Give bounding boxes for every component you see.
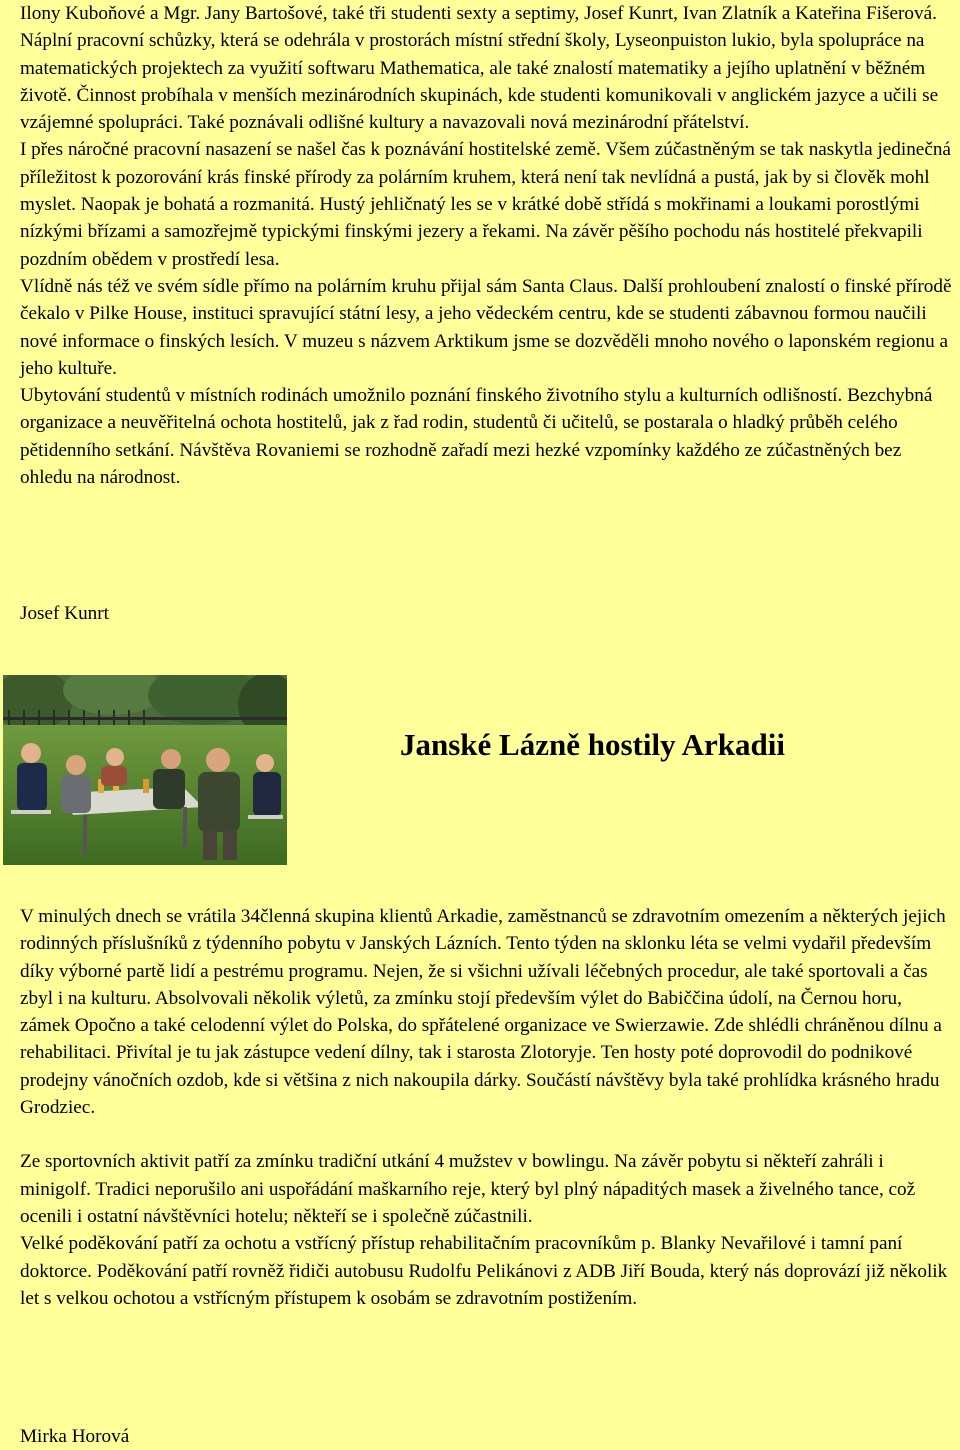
group-photo-image [3, 675, 287, 865]
paragraph-gap [20, 1121, 956, 1148]
article-2-paragraph: Velké poděkování patří za ochotu a vstřícný přístup rehabilitačním pracovníkům p. Blanky Nevařilové i tamní paní doktorce. Poděkování patří rovněž řidiči autobusu Rudolfu Pelikánovi z ADB Jiří Bouda, který nás doprovází již několik let s velkou ochotou a vstřícným přístupem k osobám se zdravotním postižením. [20, 1233, 948, 1309]
article-2-paragraph: V minulých dnech se vrátila 34členná skupina klientů Arkadie, zaměstnanců se zdravotním omezením a některých jejich rodinných příslušníků z týdenního pobytu v Janských Lázních. Tento týden na sklonku léta se velmi vydařil především díky výborné partě lidí a pestrému programu. Nejen, že si všichni užívali léčebných procedur, ale také sportovali a čas zbyl i na kulturu. Absolvovali několik výletů, za zmínku stojí především výlet do Babiččina údolí, na Černou horu, zámek Opočno a také celodenní výlet do Polska, do spřátelené organizace ve Swierzawie. Zde shlédli chráněnou dílnu a rehabilitaci. Přivítal je tu jak zástupce vedení dílny, tak i starosta Zlotoryje. Ten hosty poté doprovodil do podnikové prodejny vánočních ozdob, kde si většina z nich nakoupila dárky. Součástí návštěvy byla také prohlídka krásného hradu Grodziec. [20, 906, 946, 1119]
article-1-paragraph: Náplní pracovní schůzky, která se odehrála v prostorách místní střední školy, Lyseonpuiston lukio, byla spolupráce na matematických projektech za využití softwaru Mathematica, ale také znalostí matematiky a jejího uplatnění v běžném životě. Činnost probíhala v menších mezinárodních skupinách, kde studenti komunikovali v anglickém jazyce a učili se vzájemné spolupráci. Také poznávali odlišné kultury a navazovali nová mezinárodní přátelství. [20, 30, 939, 134]
article-2-body [20, 903, 956, 1312]
group-photo [3, 675, 287, 865]
article-2-author: Mirka Horová [20, 1426, 130, 1447]
article-1-body [20, 0, 956, 491]
article-2-headline: Janské Lázně hostily Arkadii [400, 727, 785, 762]
article-1-lead: Ilony Kuboňové a Mgr. Jany Bartošové, také tři studenti sexty a septimy, Josef Kunrt, Ivan Zlatník a Kateřina Fišerová. [20, 3, 937, 24]
article-1-paragraph: I přes náročné pracovní nasazení se našel čas k poznávání hostitelské země. Všem zúčastněným se tak naskytla jedinečná příležitost k pozorování krás finské přírody za polárním kruhem, která není tak nevlídná a pustá, jak by si člověk mohl myslet. Naopak je bohatá a rozmanitá. Hustý jehličnatý les se v krátké době střídá s mokřinami a loukami porostlými nízkými břízami a samozřejmě typickými finskými jezery a řekami. Na závěr pěšího pochodu nás hostitelé překvapili pozdním obědem v prostředí lesa. [20, 139, 951, 270]
article-1-paragraph: Ubytování studentů v místních rodinách umožnilo poznání finského životního stylu a kulturních odlišností. Bezchybná organizace a neuvěřitelná ochota hostitelů, jak z řad rodin, studentů či učitelů, se postarala o hladký průběh celého pětidenního setkání. Návštěva Rovaniemi se rozhodně zařadí mezi hezké vzpomínky každého ze zúčastněných bez ohledu na národnost. [20, 385, 933, 489]
article-1-author: Josef Kunrt [20, 603, 109, 624]
article-2-paragraph: Ze sportovních aktivit patří za zmínku tradiční utkání 4 mužstev v bowlingu. Na závěr pobytu si někteří zahráli i minigolf. Tradici neporušilo ani uspořádání maškarního reje, který byl plný nápaditých masek a živelného tance, což ocenili i ostatní návštěvníci hotelu; někteří se i společně zúčastnili. [20, 1151, 916, 1227]
article-1-paragraph: Vlídně nás též ve svém sídle přímo na polárním kruhu přijal sám Santa Claus. Další prohloubení znalostí o finské přírodě čekalo v Pilke House, instituci spravující státní lesy, a jeho vědeckém centru, kde se studenti zábavnou formou naučili nové informace o finských lesích. V muzeu s názvem Arktikum jsme se dozvěděli mnoho nového o laponském regionu a jeho kultuře. [20, 275, 952, 379]
